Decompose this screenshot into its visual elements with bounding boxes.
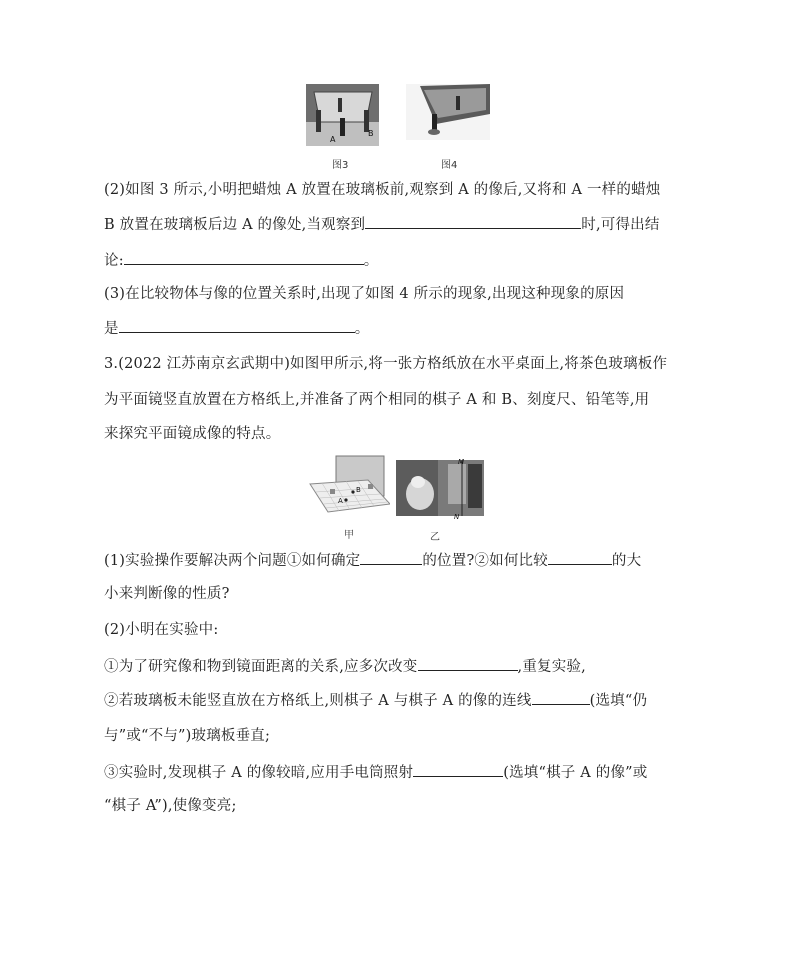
yi-caption: 乙 xyxy=(430,532,440,543)
sub2-answer-blank-1[interactable] xyxy=(418,656,518,671)
q3-line-2-text: 是 xyxy=(104,321,119,337)
figure-yi-photo xyxy=(396,456,486,520)
q2-line-3 xyxy=(104,250,379,271)
sub2-item-2-end: (选填“仍 xyxy=(589,693,648,709)
sub2-item-2 xyxy=(104,690,647,711)
q2-line-3-end: 。 xyxy=(363,253,379,269)
sub2-title: (2)小明在实验中: xyxy=(104,622,219,638)
problem3-line-2: 为平面镜竖直放置在方格纸上,并准备了两个相同的棋子 A 和 B、刻度尺、铅笔等,用 xyxy=(104,392,650,408)
q2-line-3-text: 论: xyxy=(104,253,124,269)
sub1-text-b: 的位置?②如何比较 xyxy=(422,553,548,569)
sub2-item-2-text: ②若玻璃板未能竖直放在方格纸上,则棋子 A 与棋子 A 的像的连线 xyxy=(104,693,532,709)
sub1-text-a: (1)实验操作要解决两个问题①如何确定 xyxy=(104,553,361,569)
fig3-label-b: B xyxy=(368,129,374,138)
fig3-caption: 图3 xyxy=(332,160,349,171)
fig3-label-a: A xyxy=(330,135,336,144)
yi-label-n: N xyxy=(454,513,460,520)
sub1-line-1 xyxy=(104,550,641,571)
sub1-answer-blank-1[interactable] xyxy=(360,550,422,565)
sub2-item-2-line-2: 与”或“不与”)玻璃板垂直; xyxy=(104,728,271,744)
sub2-answer-blank-2[interactable] xyxy=(532,690,590,705)
sub1-answer-blank-2[interactable] xyxy=(548,550,612,565)
sub2-item-3-text: ③实验时,发现棋子 A 的像较暗,应用手电筒照射 xyxy=(104,765,414,781)
sub2-item-1-end: ,重复实验, xyxy=(517,659,586,675)
problem3-line-1: 3.(2022 江苏南京玄武期中)如图甲所示,将一张方格纸放在水平桌面上,将茶色玻璃板作 xyxy=(104,356,668,372)
q2-answer-blank-1[interactable] xyxy=(365,214,581,229)
figure-4-photo xyxy=(406,84,490,140)
jia-label-b: B xyxy=(356,486,361,494)
sub2-item-3 xyxy=(104,762,648,783)
q2-answer-blank-2[interactable] xyxy=(124,250,364,265)
q2-line-2-text: B 放置在玻璃板后边 A 的像处,当观察到 xyxy=(104,217,366,233)
q2-line-2 xyxy=(104,214,660,235)
q3-line-2-end: 。 xyxy=(354,321,370,337)
sub2-answer-blank-3[interactable] xyxy=(413,762,503,777)
sub2-item-3-line-2: “棋子 A”),使像变亮; xyxy=(104,798,237,814)
q3-answer-blank[interactable] xyxy=(119,318,355,333)
fig4-caption: 图4 xyxy=(441,160,458,171)
jia-label-a: A xyxy=(338,497,343,505)
sub1-text-c: 的大 xyxy=(611,553,642,569)
q2-line-1: (2)如图 3 所示,小明把蜡烛 A 放置在玻璃板前,观察到 A 的像后,又将和 A 一样的蜡烛 xyxy=(104,182,661,198)
sub2-item-3-end: (选填“棋子 A 的像”或 xyxy=(503,765,648,781)
q2-line-2-end: 时,可得出结 xyxy=(581,217,660,233)
q3-line-1: (3)在比较物体与像的位置关系时,出现了如图 4 所示的现象,出现这种现象的原因 xyxy=(104,286,625,302)
q3-line-2 xyxy=(104,318,369,339)
sub2-item-1-text: ①为了研究像和物到镜面距离的关系,应多次改变 xyxy=(104,659,418,675)
sub1-line-2: 小来判断像的性质? xyxy=(104,586,230,602)
problem3-line-3: 来探究平面镜成像的特点。 xyxy=(104,426,281,442)
yi-label-m: M xyxy=(458,458,465,466)
figure-3-photo xyxy=(306,84,379,146)
figure-jia-diagram xyxy=(308,452,390,516)
sub2-item-1 xyxy=(104,656,586,677)
jia-caption: 甲 xyxy=(344,530,354,541)
